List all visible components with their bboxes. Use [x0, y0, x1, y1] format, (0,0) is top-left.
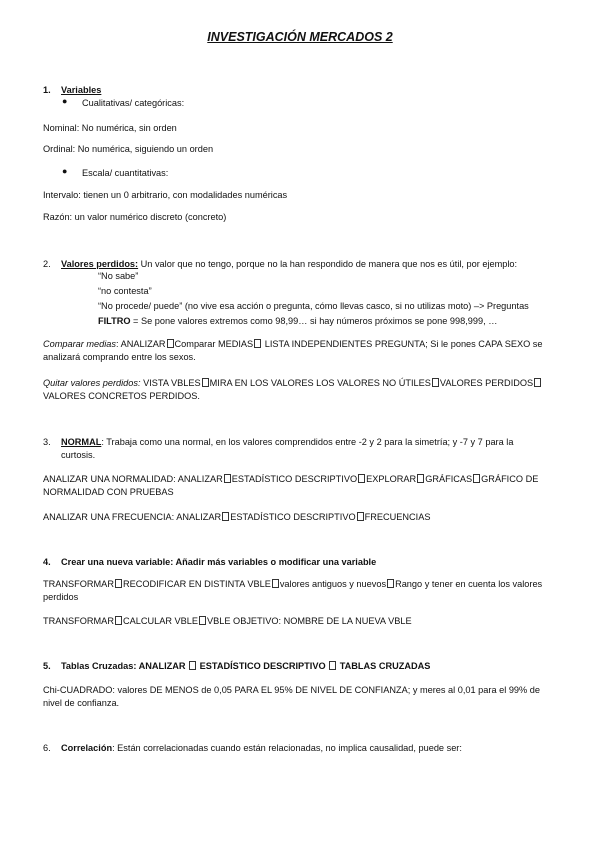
arrow-glyph-icon — [254, 339, 261, 348]
line-nominal: Nominal: No numérica, sin orden — [43, 123, 177, 133]
line-calcular: TRANSFORMAR CALCULAR VBLE VBLE OBJETIVO: NOMBRE DE LA NUEVA VBLE — [43, 616, 412, 626]
arrow-glyph-icon — [222, 512, 229, 521]
arrow-glyph-icon — [417, 474, 424, 483]
arrow-glyph-icon — [473, 474, 480, 483]
line-intervalo: Intervalo: tienen un 0 arbitrario, con modalidades numéricas — [43, 190, 288, 200]
arrow-glyph-icon — [167, 339, 174, 348]
section-2-heading: 2. Valores perdidos: Un valor que no tengo, porque no la han respondido de manera que nos es útil, por ejemplo: — [43, 259, 518, 269]
arrow-glyph-icon — [329, 661, 336, 670]
section-3-heading: 3. NORMAL: Trabaja como una normal, en los valores comprendidos entre -2 y 2 para la simetría; y -7 y 7 para la — [43, 437, 514, 447]
line-comparar-medias-2: analizará comprando entre los sexos. — [43, 352, 196, 362]
line-ordinal: Ordinal: No numérica, siguiendo un orden — [43, 144, 214, 154]
section-4-heading: 4. Crear una nueva variable: Añadir más variables o modificar una variable — [43, 557, 377, 567]
arrow-glyph-icon — [534, 378, 541, 387]
line-chi-cuadrado-2: nivel de confianza. — [43, 698, 120, 708]
line-filtro: FILTRO = Se pone valores extremos como 98,99… si hay números próximos se pone 998,999, … — [98, 316, 498, 326]
arrow-glyph-icon — [387, 579, 394, 588]
line-quitar-perdidos-2: VALORES CONCRETOS PERDIDOS. — [43, 391, 200, 401]
line-chi-cuadrado: Chi-CUADRADO: valores DE MENOS de 0,05 PARA EL 95% DE NIVEL DE CONFIANZA; y meres al 0,01 para el 99% de — [43, 685, 540, 695]
arrow-glyph-icon — [358, 474, 365, 483]
quote-no-sabe: “No sabe” — [98, 271, 139, 281]
quote-no-contesta: “no contesta” — [98, 286, 152, 296]
bullet-escala: Escala/ cuantitativas: — [82, 168, 169, 178]
section-1-heading: 1. Variables — [43, 85, 102, 95]
line-razon: Razón: un valor numérico discreto (concreto) — [43, 212, 227, 222]
arrow-glyph-icon — [357, 512, 364, 521]
arrow-glyph-icon — [202, 378, 209, 387]
line-comparar-medias: Comparar medias: ANALIZAR Comparar MEDIAS LISTA INDEPENDIENTES PREGUNTA; Si le pones CAPA SEXO se — [43, 339, 543, 349]
line-recodificar-2: perdidos — [43, 592, 79, 602]
arrow-glyph-icon — [224, 474, 231, 483]
line-quitar-perdidos: Quitar valores perdidos: VISTA VBLES MIRA EN LOS VALORES LOS VALORES NO ÚTILES VALORES PERDIDOS — [43, 377, 542, 389]
bullet-dot: ● — [62, 96, 68, 106]
arrow-glyph-icon — [432, 378, 439, 387]
section-3-text-2: curtosis. — [61, 450, 96, 460]
line-analizar-normalidad: ANALIZAR UNA NORMALIDAD: ANALIZAR ESTADÍSTICO DESCRIPTIVO EXPLORAR GRÁFICAS GRÁFICO DE — [43, 474, 539, 484]
arrow-glyph-icon — [115, 579, 122, 588]
line-recodificar: TRANSFORMAR RECODIFICAR EN DISTINTA VBLE valores antiguos y nuevos Rango y tener en cuenta los valores — [43, 579, 543, 589]
bullet-dot: ● — [62, 166, 68, 176]
arrow-glyph-icon — [115, 616, 122, 625]
arrow-glyph-icon — [272, 579, 279, 588]
section-6-heading: 6. Correlación: Están correlacionadas cuando están relacionadas, no implica causalidad, puede ser: — [43, 743, 462, 753]
page-title: INVESTIGACIÓN MERCADOS 2 — [207, 30, 393, 44]
line-analizar-frecuencia: ANALIZAR UNA FRECUENCIA: ANALIZAR ESTADÍSTICO DESCRIPTIVO FRECUENCIAS — [43, 512, 431, 522]
line-analizar-normalidad-2: NORMALIDAD CON PRUEBAS — [43, 487, 174, 497]
quote-no-procede: “No procede/ puede” (no vive esa acción o pregunta, cómo llevas casco, si no utilizas moto) –> Preguntas — [98, 301, 529, 311]
arrow-glyph-icon — [189, 661, 196, 670]
bullet-cualitativas: Cualitativas/ categóricas: — [82, 98, 185, 108]
section-5-heading: 5. Tablas Cruzadas: ANALIZAR ESTADÍSTICO DESCRIPTIVO TABLAS CRUZADAS — [43, 661, 431, 671]
arrow-glyph-icon — [199, 616, 206, 625]
